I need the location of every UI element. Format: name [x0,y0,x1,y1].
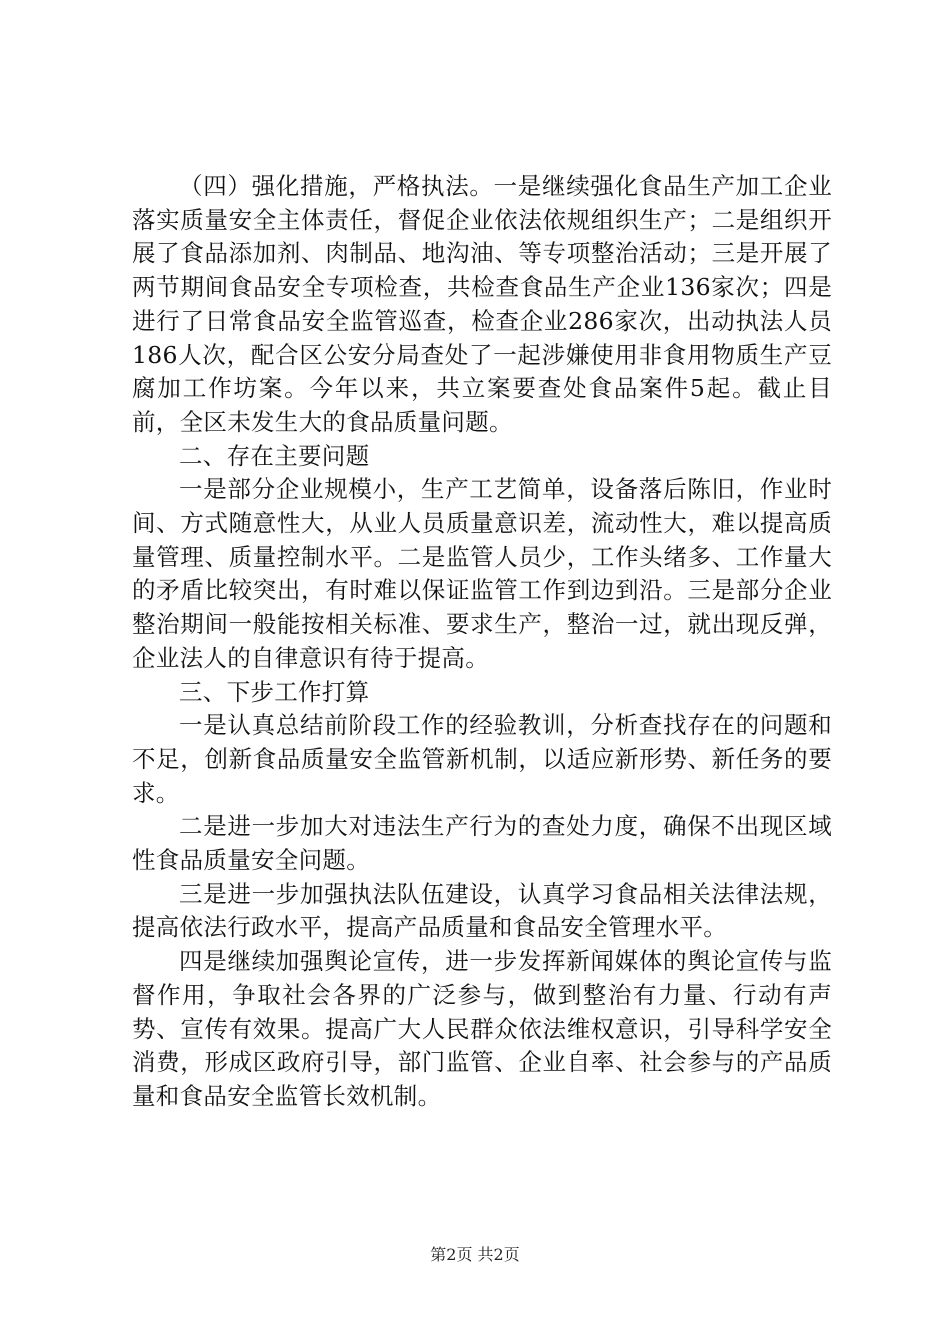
paragraph-measures: （四）强化措施，严格执法。一是继续强化食品生产加工企业落实质量安全主体责任，督促企业依法依规组织生产；二是组织开展了食品添加剂、肉制品、地沟油、等专项整治活动；三是开展了两节期间食品安全专项检查，共检查食品生产企业136家次；四是进行了日常食品安全监管巡查，检查企业286家次，出动执法人员186人次，配合区公安分局查处了一起涉嫌使用非食用物质生产豆腐加工作坊案。今年以来，共立案要查处食品案件5起。截止目前，全区未发生大的食品质量问题。 [132,172,832,436]
paragraph-next-step-3: 三是进一步加强执法队伍建设，认真学习食品相关法律法规，提高依法行政水平，提高产品质量和食品安全管理水平。 [132,879,832,942]
document-body [132,170,832,1114]
paragraph-next-step-1: 一是认真总结前阶段工作的经验教训，分析查找存在的问题和不足，创新食品质量安全监管新机制，以适应新形势、新任务的要求。 [132,711,832,807]
section-heading-problems: 二、存在主要问题 [179,441,370,470]
paragraph-next-step-4: 四是继续加强舆论宣传，进一步发挥新闻媒体的舆论宣传与监督作用，争取社会各界的广泛参与，做到整治有力量、行动有声势、宣传有效果。提高广大人民群众依法维权意识，引导科学安全消费，形成区政府引导，部门监管、企业自率、社会参与的产品质量和食品安全监管长效机制。 [132,947,832,1110]
page-footer: 第2页 共2页 [430,1245,520,1264]
section-heading-next-steps: 三、下步工作打算 [179,677,370,706]
paragraph-next-step-2: 二是进一步加大对违法生产行为的查处力度，确保不出现区域性食品质量安全问题。 [132,812,832,875]
paragraph-problems: 一是部分企业规模小，生产工艺简单，设备落后陈旧，作业时间、方式随意性大，从业人员质量意识差，流动性大，难以提高质量管理、质量控制水平。二是监管人员少，工作头绪多、工作量大的矛盾比较突出，有时难以保证监管工作到边到沿。三是部分企业整治期间一般能按相关标准、要求生产，整治一过，就出现反弹，企业法人的自律意识有待于提高。 [132,475,832,672]
